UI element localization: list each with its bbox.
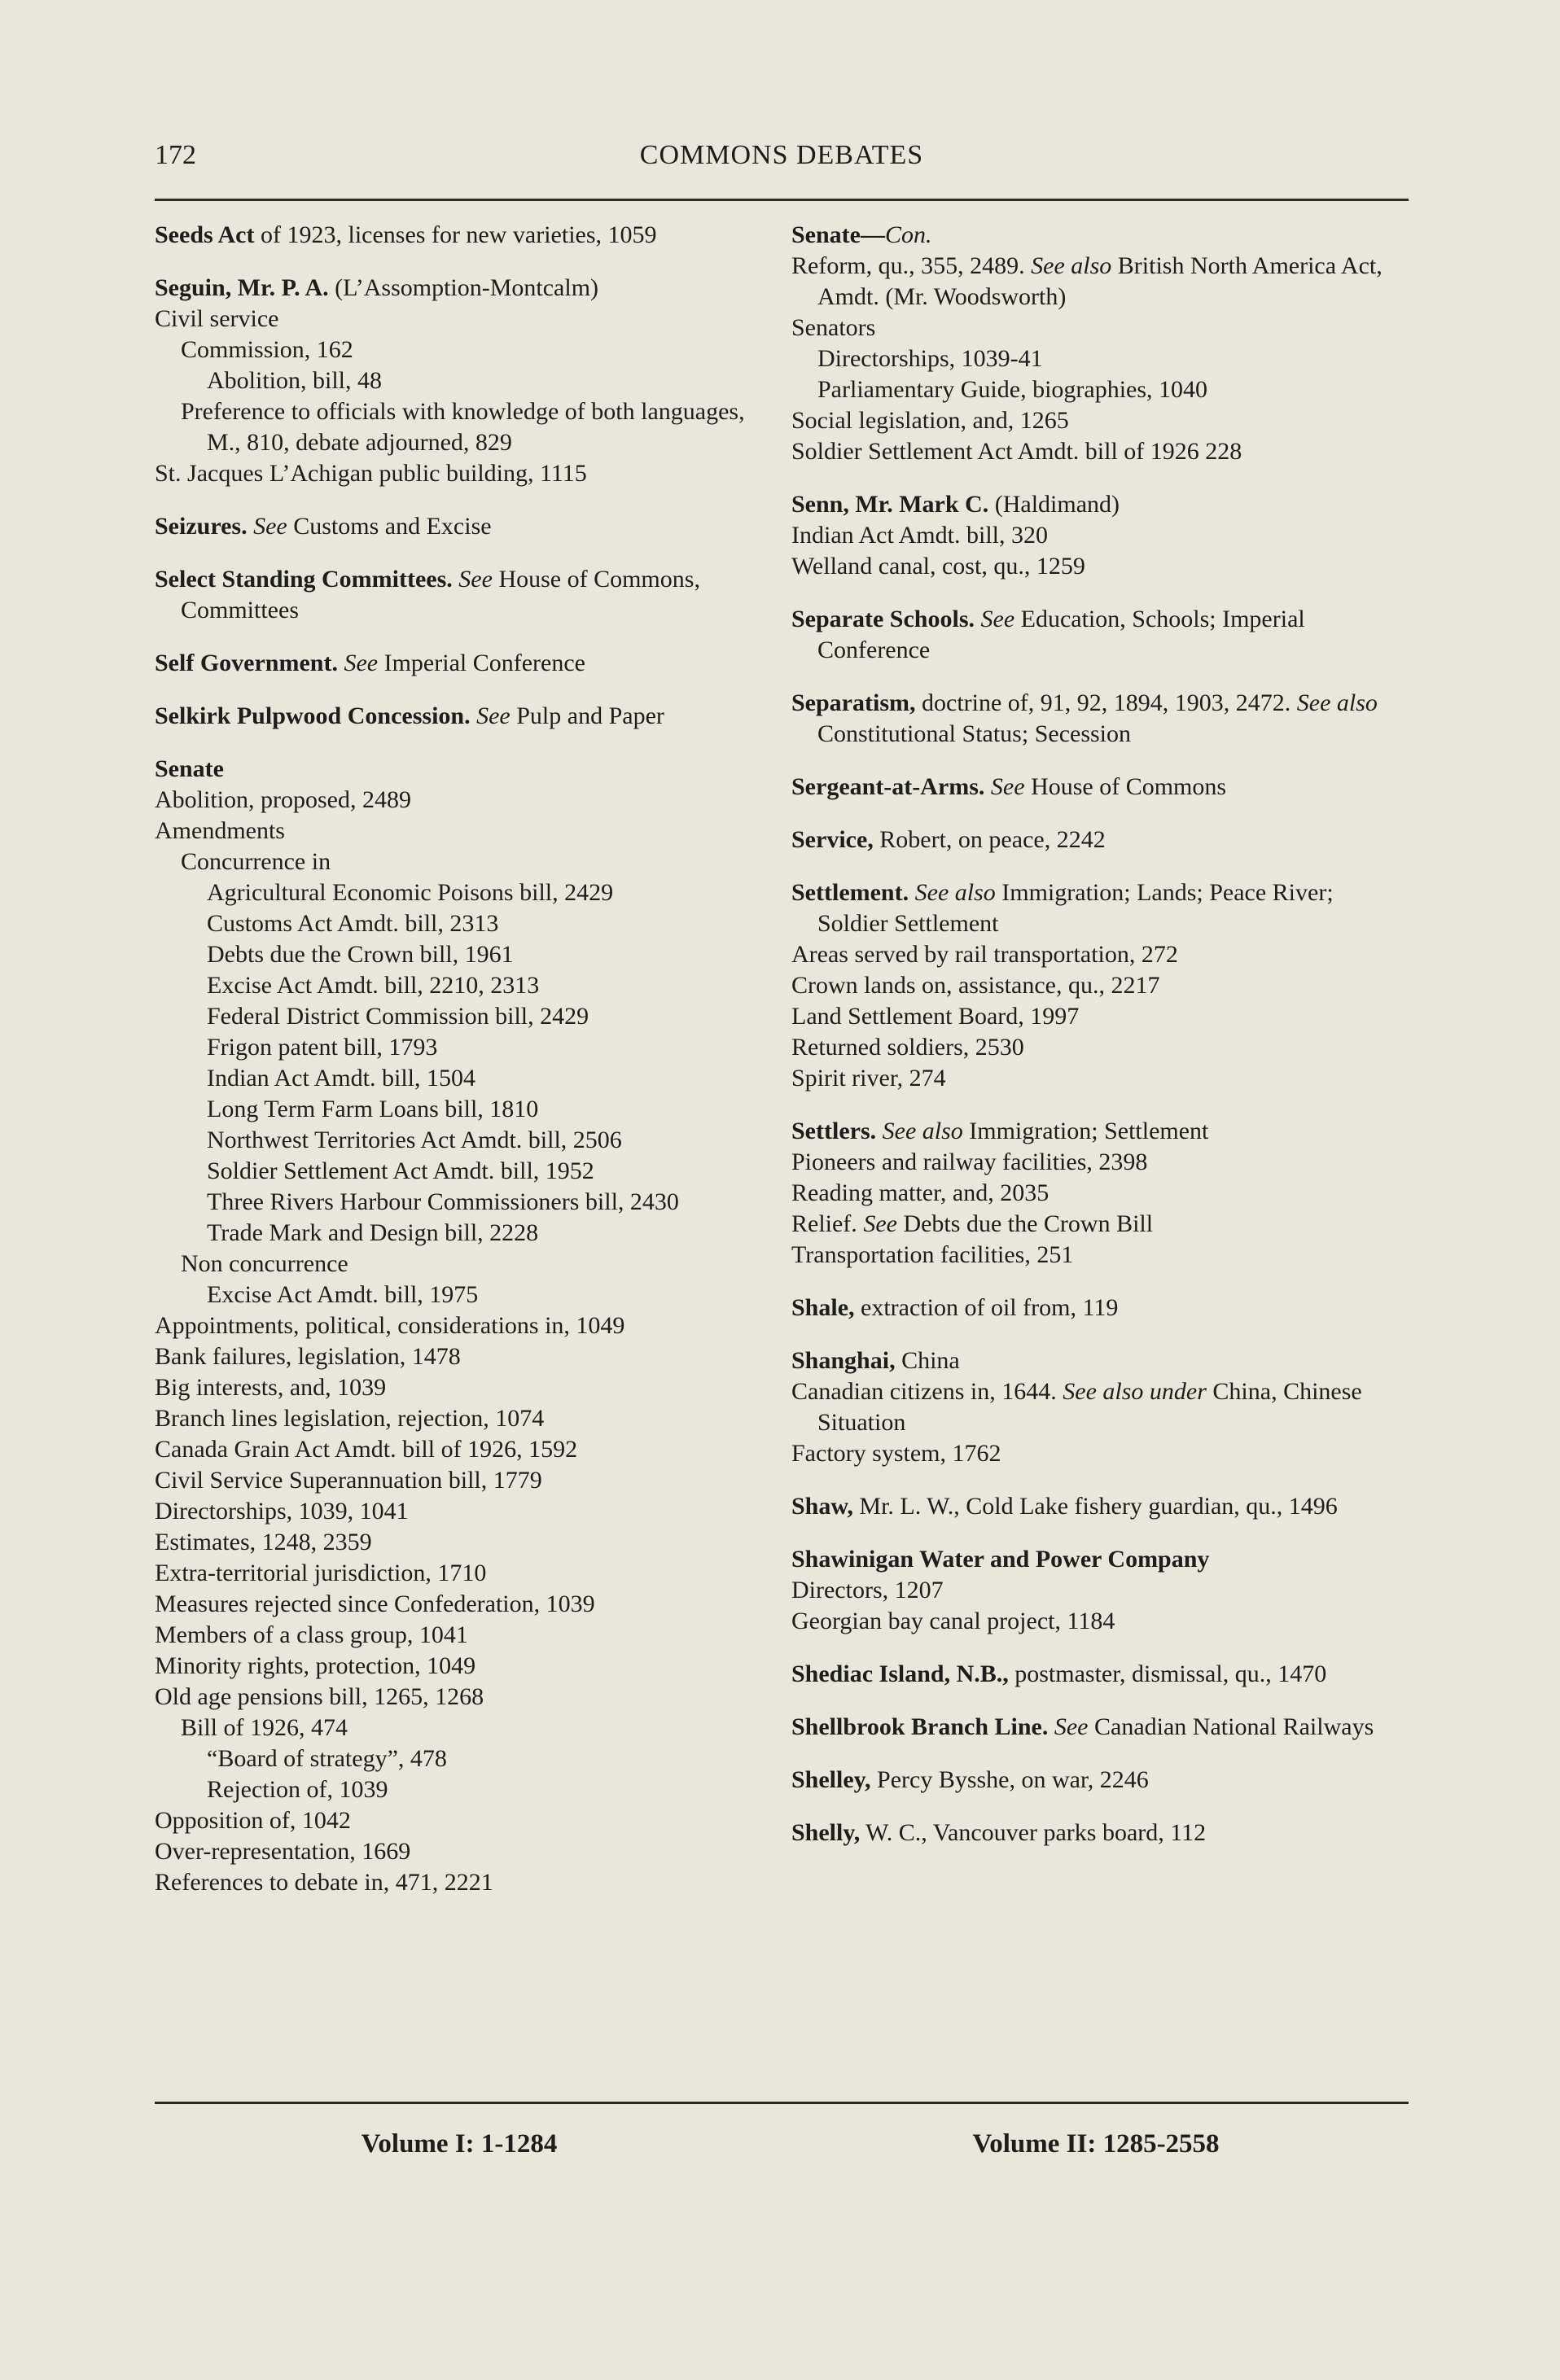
index-entry (155, 754, 764, 1898)
header-rule (155, 199, 1409, 201)
subentry-line (155, 1558, 764, 1589)
index-heading: Service, (791, 826, 874, 853)
cross-reference-term: See (253, 513, 287, 540)
subentry-line (791, 1147, 1400, 1178)
index-text: Crown lands on, assistance, qu., 2217 (791, 972, 1160, 999)
index-entry (791, 1116, 1400, 1271)
entry-heading-line (155, 564, 764, 626)
subentry-line (791, 1376, 1400, 1438)
index-text: References to debate in, 471, 2221 (155, 1869, 493, 1896)
subentry-line (155, 1094, 764, 1125)
entry-heading-line (791, 1659, 1400, 1690)
index-text: Bank failures, legislation, 1478 (155, 1343, 461, 1370)
subentry-line (791, 970, 1400, 1001)
entry-heading-line (791, 1765, 1400, 1796)
index-text: postmaster, dismissal, qu., 1470 (1008, 1660, 1327, 1687)
index-text: Non concurrence (181, 1250, 348, 1277)
index-heading: Shediac Island, N.B., (791, 1660, 1009, 1687)
index-text: China, Chinese Situation (817, 1378, 1362, 1436)
index-heading: Select Standing Committees. (155, 566, 453, 593)
index-text: Rejection of, 1039 (207, 1776, 388, 1803)
cross-reference-term: See (863, 1210, 897, 1237)
subentry-line (791, 436, 1400, 467)
index-entry (155, 273, 764, 489)
subentry-line (155, 335, 764, 365)
index-entry (791, 1818, 1400, 1848)
subentry-line (155, 1063, 764, 1094)
index-text: Factory system, 1762 (791, 1440, 1001, 1467)
subentry-line (791, 251, 1400, 313)
index-text: Frigon patent bill, 1793 (207, 1034, 438, 1061)
subentry-line (155, 1651, 764, 1682)
index-text: Welland canal, cost, qu., 1259 (791, 553, 1085, 580)
index-text: Social legislation, and, 1265 (791, 407, 1069, 434)
cross-reference-term: See also (1296, 689, 1378, 716)
index-heading: Shelley, (791, 1766, 871, 1793)
index-text: Excise Act Amdt. bill, 2210, 2313 (207, 972, 540, 999)
index-text (984, 773, 991, 800)
index-text: Indian Act Amdt. bill, 1504 (207, 1065, 475, 1092)
entry-heading-line (155, 220, 764, 251)
index-entry (791, 877, 1400, 1094)
index-text: Branch lines legislation, rejection, 1074 (155, 1405, 545, 1432)
subentry-line (155, 1682, 764, 1713)
cross-reference-term: See (980, 606, 1015, 632)
subentry-line (155, 1527, 764, 1558)
index-entry (791, 688, 1400, 750)
index-text: Reading matter, and, 2035 (791, 1179, 1049, 1206)
subentry-line (155, 1032, 764, 1063)
cross-reference-term: See also (882, 1118, 963, 1144)
index-text: Bill of 1926, 474 (181, 1714, 348, 1741)
cross-reference-term: See also under (1063, 1378, 1207, 1405)
index-text: Returned soldiers, 2530 (791, 1034, 1024, 1061)
subentry-line (791, 1575, 1400, 1606)
cross-reference-term: See (1054, 1713, 1089, 1740)
index-text: Mr. L. W., Cold Lake fishery guardian, qu., 1496 (852, 1493, 1338, 1520)
index-entry (155, 564, 764, 626)
subentry-line (155, 1372, 764, 1403)
index-text: Percy Bysshe, on war, 2246 (870, 1766, 1149, 1793)
index-text: Old age pensions bill, 1265, 1268 (155, 1683, 484, 1710)
subentry-line (791, 1178, 1400, 1209)
index-heading: Separate Schools. (791, 606, 975, 632)
subentry-line (155, 304, 764, 335)
index-entry (155, 511, 764, 542)
index-text: Customs Act Amdt. bill, 2313 (207, 910, 499, 937)
subentry-line (791, 1240, 1400, 1271)
index-entry (791, 825, 1400, 855)
index-text: Land Settlement Board, 1997 (791, 1003, 1080, 1030)
index-entry (791, 220, 1400, 467)
index-heading: Settlers. (791, 1118, 877, 1144)
index-text: Parliamentary Guide, biographies, 1040 (817, 376, 1208, 403)
entry-heading-line (791, 604, 1400, 666)
index-heading: Seeds Act (155, 221, 255, 248)
subentry-line (155, 1743, 764, 1774)
index-text: Immigration; Settlement (962, 1118, 1209, 1144)
index-text: Canadian National Railways (1088, 1713, 1374, 1740)
index-text: Directorships, 1039, 1041 (155, 1498, 409, 1525)
index-text: Abolition, bill, 48 (207, 367, 383, 394)
entry-heading-line (791, 688, 1400, 750)
index-entry (791, 1293, 1400, 1323)
subentry-line (791, 939, 1400, 970)
cross-reference-term: See also (1031, 252, 1112, 279)
index-entry (155, 701, 764, 732)
index-text: Big interests, and, 1039 (155, 1374, 387, 1401)
subentry-line (155, 1001, 764, 1032)
cross-reference-term: See (458, 566, 493, 593)
running-head: COMMONS DEBATES (639, 140, 924, 170)
entry-heading-line (791, 489, 1400, 520)
subentry-line (155, 785, 764, 816)
index-text: Over-representation, 1669 (155, 1838, 411, 1865)
cross-reference-term: See (476, 702, 511, 729)
index-text: Measures rejected since Confederation, 1039 (155, 1590, 595, 1617)
subentry-line (155, 908, 764, 939)
index-text: British North America Act, Amdt. (Mr. Woodsworth) (817, 252, 1383, 310)
index-text: Directors, 1207 (791, 1577, 944, 1603)
index-text (876, 1118, 883, 1144)
entry-heading-line (791, 1491, 1400, 1522)
index-text: Northwest Territories Act Amdt. bill, 2506 (207, 1127, 622, 1153)
index-heading: Senn, Mr. Mark C. (791, 491, 989, 518)
index-heading: Shaw, (791, 1493, 853, 1520)
index-text: Robert, on peace, 2242 (873, 826, 1106, 853)
index-text: Imperial Conference (378, 650, 585, 676)
index-heading: Shanghai, (791, 1347, 896, 1374)
index-text: Canadian citizens in, 1644. (791, 1378, 1063, 1405)
subentry-line (791, 1438, 1400, 1469)
index-text: Civil Service Superannuation bill, 1779 (155, 1467, 542, 1494)
subentry-line (155, 1341, 764, 1372)
subentry-line (155, 1805, 764, 1836)
index-text: China (895, 1347, 960, 1374)
index-text: Civil service (155, 305, 279, 332)
subentry-line (155, 1867, 764, 1898)
entry-heading-line (791, 877, 1400, 939)
index-text: extraction of oil from, 119 (854, 1294, 1119, 1321)
index-text: Trade Mark and Design bill, 2228 (207, 1219, 539, 1246)
subentry-line (155, 1589, 764, 1620)
index-entry (155, 648, 764, 679)
index-text (975, 606, 981, 632)
index-text: Commission, 162 (181, 336, 353, 363)
index-text: of 1923, licenses for new varieties, 1059 (254, 221, 657, 248)
index-text: Federal District Commission bill, 2429 (207, 1003, 589, 1030)
index-text: Estimates, 1248, 2359 (155, 1529, 372, 1555)
index-heading: Senate— (791, 221, 885, 248)
cross-reference-term: See (990, 773, 1025, 800)
index-heading: Seizures. (155, 513, 248, 540)
subentry-line (155, 396, 764, 458)
entry-heading-line (791, 1544, 1400, 1575)
index-entry (791, 772, 1400, 803)
entry-heading-line (791, 1293, 1400, 1323)
page-number: 172 (155, 140, 196, 170)
index-heading: Shellbrook Branch Line. (791, 1713, 1049, 1740)
index-text: Members of a class group, 1041 (155, 1621, 468, 1648)
subentry-line (155, 365, 764, 396)
subentry-line (791, 1606, 1400, 1637)
subentry-line (791, 405, 1400, 436)
index-text: Amendments (155, 817, 285, 844)
index-entry (791, 1712, 1400, 1743)
index-text: Customs and Excise (287, 513, 492, 540)
volume-range-right: Volume II: 1285-2558 (972, 2129, 1220, 2159)
index-heading: Senate (155, 755, 224, 782)
footer-rule (155, 2102, 1409, 2104)
index-text: Three Rivers Harbour Commissioners bill, 2430 (207, 1188, 679, 1215)
subentry-line (791, 1032, 1400, 1063)
index-text (909, 879, 915, 906)
subentry-line (155, 970, 764, 1001)
index-text: Agricultural Economic Poisons bill, 2429 (207, 879, 614, 906)
index-text: Georgian bay canal project, 1184 (791, 1608, 1115, 1634)
index-text: Transportation facilities, 251 (791, 1241, 1074, 1268)
index-text: Canada Grain Act Amdt. bill of 1926, 1592 (155, 1436, 578, 1463)
index-text: Pioneers and railway facilities, 2398 (791, 1148, 1148, 1175)
index-text: Directorships, 1039-41 (817, 345, 1043, 372)
entry-heading-line (155, 754, 764, 785)
index-heading: Shelly, (791, 1819, 861, 1846)
index-text: Long Term Farm Loans bill, 1810 (207, 1096, 539, 1122)
index-text (248, 513, 254, 540)
index-entry (791, 1544, 1400, 1637)
subentry-line (155, 1187, 764, 1218)
index-text: Preference to officials with knowledge of both languages, M., 810, debate adjourned, 829 (181, 398, 745, 456)
subentry-line (791, 1063, 1400, 1094)
subentry-line (155, 1310, 764, 1341)
index-heading: Self Government. (155, 650, 338, 676)
index-text: Pulp and Paper (510, 702, 664, 729)
index-heading: Sergeant-at-Arms. (791, 773, 985, 800)
entry-heading-line (155, 273, 764, 304)
subentry-line (155, 1465, 764, 1496)
index-text: Education, Schools; Imperial Conference (817, 606, 1305, 663)
index-text: Areas served by rail transportation, 272 (791, 941, 1178, 968)
subentry-line (155, 1125, 764, 1156)
entry-heading-line (791, 1712, 1400, 1743)
entry-heading-line (791, 1345, 1400, 1376)
index-entry (791, 1345, 1400, 1469)
subentry-line (155, 458, 764, 489)
entry-heading-line (155, 648, 764, 679)
index-text: Extra-territorial jurisdiction, 1710 (155, 1560, 487, 1586)
index-heading: Seguin, Mr. P. A. (155, 274, 329, 301)
index-text: Debts due the Crown bill, 1961 (207, 941, 514, 968)
index-text: House of Commons (1024, 773, 1227, 800)
subentry-line (155, 939, 764, 970)
subentry-line (791, 1001, 1400, 1032)
subentry-line (791, 520, 1400, 551)
subentry-line (155, 1620, 764, 1651)
index-text: Abolition, proposed, 2489 (155, 786, 411, 813)
entry-heading-line (791, 1818, 1400, 1848)
subentry-line (791, 1209, 1400, 1240)
index-text (471, 702, 477, 729)
index-heading: Settlement. (791, 879, 909, 906)
entry-heading-line (155, 511, 764, 542)
subentry-line (155, 1774, 764, 1805)
index-text: Relief. (791, 1210, 864, 1237)
cross-reference-term: See also (914, 879, 996, 906)
index-heading: Shawinigan Water and Power Company (791, 1546, 1210, 1573)
subentry-line (155, 1249, 764, 1280)
index-text: doctrine of, 91, 92, 1894, 1903, 2472. (915, 689, 1297, 716)
index-heading: Separatism, (791, 689, 916, 716)
entry-heading-line (791, 825, 1400, 855)
index-text: W. C., Vancouver parks board, 112 (860, 1819, 1207, 1846)
index-text: St. Jacques L’Achigan public building, 1115 (155, 460, 587, 487)
index-text: (L’Assomption-Montcalm) (328, 274, 599, 301)
index-column-right (791, 220, 1400, 1870)
index-entry (791, 1765, 1400, 1796)
index-text: Soldier Settlement Act Amdt. bill of 1926 228 (791, 438, 1242, 465)
page-header (155, 140, 1409, 189)
index-heading: Shale, (791, 1294, 855, 1321)
subentry-line (155, 1713, 764, 1743)
subentry-line (791, 313, 1400, 343)
index-entry (791, 1659, 1400, 1690)
index-text: Reform, qu., 355, 2489. (791, 252, 1032, 279)
subentry-line (155, 1836, 764, 1867)
subentry-line (155, 1218, 764, 1249)
subentry-line (155, 1280, 764, 1310)
index-text: Concurrence in (181, 848, 331, 875)
index-text: Excise Act Amdt. bill, 1975 (207, 1281, 479, 1308)
entry-heading-line (791, 772, 1400, 803)
index-text: Indian Act Amdt. bill, 320 (791, 522, 1048, 549)
subentry-line (155, 1496, 764, 1527)
index-text: Constitutional Status; Secession (817, 720, 1132, 747)
subentry-line (791, 551, 1400, 582)
index-heading: Selkirk Pulpwood Concession. (155, 702, 471, 729)
index-text: (Haldimand) (988, 491, 1120, 518)
index-entry (791, 489, 1400, 582)
entry-heading-line (791, 1116, 1400, 1147)
subentry-line (155, 877, 764, 908)
index-text: Appointments, political, considerations in, 1049 (155, 1312, 625, 1339)
subentry-line (155, 1156, 764, 1187)
subentry-line (155, 1434, 764, 1465)
index-text: Soldier Settlement Act Amdt. bill, 1952 (207, 1157, 594, 1184)
index-column-left (155, 220, 764, 1920)
subentry-line (155, 816, 764, 847)
entry-heading-line (791, 220, 1400, 251)
index-entry (791, 1491, 1400, 1522)
index-text: Senators (791, 314, 876, 341)
index-text: House of Commons, Committees (181, 566, 700, 623)
index-text: Debts due the Crown Bill (896, 1210, 1154, 1237)
cross-reference-term: Con. (885, 221, 932, 248)
index-entry (791, 604, 1400, 666)
subentry-line (791, 343, 1400, 374)
entry-heading-line (155, 701, 764, 732)
index-text: Minority rights, protection, 1049 (155, 1652, 476, 1679)
subentry-line (791, 374, 1400, 405)
volume-range-left: Volume I: 1-1284 (361, 2129, 558, 2159)
index-text (1048, 1713, 1054, 1740)
subentry-line (155, 1403, 764, 1434)
index-text: Spirit river, 274 (791, 1065, 946, 1092)
index-entry (155, 220, 764, 251)
index-text: Immigration; Lands; Peace River; Soldier Settlement (817, 879, 1334, 937)
index-text: Opposition of, 1042 (155, 1807, 351, 1834)
index-text: “Board of strategy”, 478 (207, 1745, 447, 1772)
cross-reference-term: See (344, 650, 379, 676)
subentry-line (155, 847, 764, 877)
